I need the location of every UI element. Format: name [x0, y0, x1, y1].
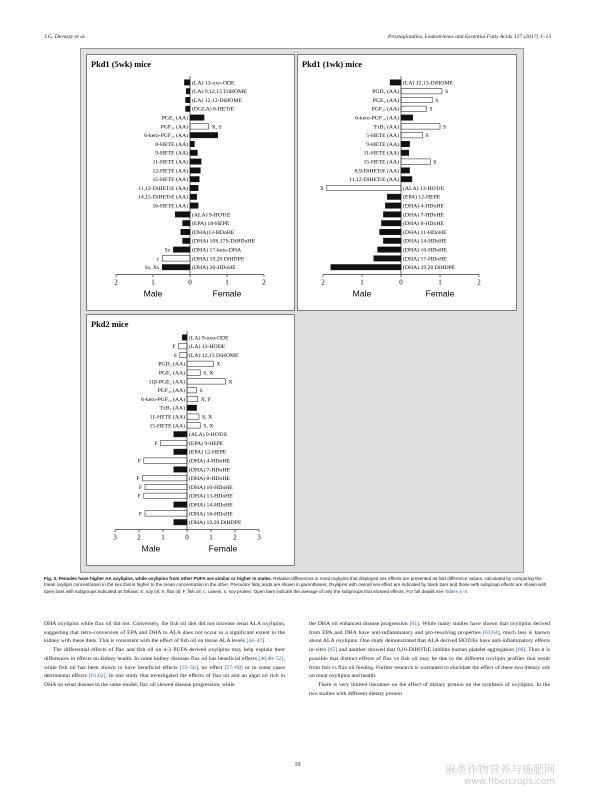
- significance-marker: F: [138, 511, 142, 518]
- bar-label: 15-HETE (AA): [149, 423, 185, 430]
- bar-label: (DHA) 14-HDoHE: [403, 238, 447, 245]
- significance-marker: S: [425, 133, 429, 140]
- citation-link[interactable]: [66]: [515, 647, 526, 654]
- bar-label: 6-keto-PGF₁ₐ (AA): [144, 133, 188, 140]
- bar-label: PGD₂ (AA): [372, 89, 399, 96]
- data-bar: [190, 194, 197, 199]
- data-bar: [401, 133, 422, 138]
- bar-label: (DHA) 19,20 DiHDPE: [403, 265, 456, 272]
- figure-caption: [44, 576, 551, 595]
- axis-label-male: Male: [352, 288, 372, 299]
- data-bar: [184, 80, 190, 85]
- citation-link[interactable]: [61,62]: [88, 673, 106, 680]
- citation-link[interactable]: [53–56]: [179, 664, 198, 671]
- significance-marker: F: [172, 344, 176, 351]
- data-bar: [401, 115, 413, 120]
- bar-label: 11-HETE (AA): [152, 159, 188, 166]
- tick-label: 1: [161, 533, 165, 542]
- bar-label: (LA) 12,13-DiHOME: [192, 97, 242, 104]
- tick-label: 3: [257, 533, 261, 542]
- significance-marker: X: [228, 379, 233, 386]
- data-bar: [186, 97, 190, 102]
- data-bar: [387, 194, 401, 199]
- axis-label-male: Male: [143, 288, 163, 299]
- data-bar: [182, 335, 187, 340]
- bar-label: (ALA) 13-HOTrE: [403, 185, 445, 192]
- significance-marker: S: [443, 124, 447, 131]
- paragraph: [44, 620, 285, 646]
- bar-label: 11-HETE (AA): [149, 414, 185, 421]
- bar-label: (DHA) 4-HDoHE: [403, 203, 444, 210]
- citation-link[interactable]: [61]: [409, 621, 420, 627]
- data-bar: [174, 520, 187, 525]
- data-bar: [190, 168, 200, 173]
- data-bar: [145, 511, 187, 516]
- bar-label: PGF₂ₐ (AA): [157, 388, 185, 395]
- data-bar: [173, 247, 190, 252]
- data-bar: [186, 89, 190, 94]
- data-bar: [174, 449, 187, 454]
- bar-label: (DHA) 17-HDoHE: [403, 256, 447, 263]
- bar-label: PGE₂ (AA): [158, 370, 185, 377]
- data-bar: [187, 388, 197, 393]
- bar-label: (LA) 13-oxo-ODE: [192, 80, 235, 87]
- paragraph-text: .: [264, 638, 266, 645]
- paragraph-text: , while fish oil has been shown to have beneficial effects: [44, 655, 285, 671]
- bar-label: 11,12-DiHETrE (AA): [349, 177, 399, 184]
- data-bar: [401, 124, 440, 129]
- paragraph-text: , no effect: [197, 664, 225, 671]
- watermark-line-1: 麻类作物营养与施肥网: [445, 763, 555, 776]
- bar-label: (EPA) 12-HEPE: [403, 194, 441, 201]
- bar-label: TxB₂ (AA): [373, 124, 399, 131]
- data-bar: [186, 106, 190, 111]
- significance-marker: S: [435, 97, 439, 104]
- significance-marker: F: [137, 458, 141, 465]
- significance-marker: X: [319, 185, 324, 192]
- paragraph: [44, 646, 285, 690]
- paragraph-text: There is very limited literature on the effect of dietary protein on the synthesis of oxylipins. In the two studies with different dietary protein: [309, 682, 550, 697]
- significance-marker: Sc: [164, 247, 171, 254]
- bar-label: (LA) 12,13-DiHOME: [403, 80, 453, 87]
- axis-label-female: Female: [212, 288, 242, 299]
- caption-table-link[interactable]: Tables 1–4: [444, 588, 467, 594]
- axis-label-male: Male: [141, 543, 161, 554]
- bar-label: PGF₂ₐ (AA): [160, 124, 188, 131]
- significance-marker: X, F: [200, 396, 211, 403]
- tick-label: 2: [233, 533, 237, 542]
- data-bar: [179, 344, 187, 349]
- paragraph-text: . While many studies have shown that oxylipins derived from EPA and DHA have anti-inflammatory and pro-resolving properties: [309, 621, 550, 636]
- data-bar: [390, 80, 401, 85]
- tick-label: 0: [185, 533, 189, 542]
- significance-marker: X, S: [211, 124, 222, 131]
- data-bar: [382, 221, 402, 226]
- data-bar: [383, 238, 401, 243]
- caption-label: Fig. 3.: [44, 576, 58, 581]
- paragraph-text: or in some cases detrimental effects: [44, 664, 285, 680]
- data-bar: [180, 352, 187, 357]
- caption-end: .: [466, 588, 469, 594]
- significance-marker: S: [433, 159, 437, 166]
- bar-label: (DHA) 19,20 DiHDPE: [192, 256, 245, 263]
- tick-label: 3: [113, 533, 117, 542]
- paragraph-text: the DHA oil enhanced disease progression: [309, 621, 410, 627]
- bar-label: 12-HETE (AA): [152, 168, 188, 175]
- tick-label: 2: [114, 278, 118, 287]
- data-bar: [190, 159, 201, 164]
- bar-label: 9-HETE (AA): [366, 141, 399, 148]
- text-column-right: [309, 620, 550, 698]
- data-bar: [187, 361, 213, 366]
- significance-marker: Ss, Xs: [144, 265, 160, 272]
- data-bar: [401, 141, 410, 146]
- tick-label: 1: [209, 533, 213, 542]
- data-bar: [190, 133, 218, 138]
- data-bar: [144, 493, 187, 498]
- paragraph-text: . In one study that investigated the effects of flax oil and an algal oil rich in DHA on renal disease in the same model, flax oil slowed disease progression, while: [44, 673, 285, 689]
- data-bar: [162, 265, 190, 270]
- page-number: 10: [294, 762, 301, 768]
- data-bar: [187, 405, 197, 410]
- bar-label: 11,12-DiHETrE (AA): [138, 185, 188, 192]
- chart-pkd1-1wk: [297, 54, 517, 311]
- bar-label: (DHA) 7-HDoHE: [189, 467, 230, 474]
- tick-label: 2: [321, 278, 325, 287]
- citation-link[interactable]: [44–47]: [246, 638, 265, 645]
- data-bar: [187, 396, 198, 401]
- data-bar: [190, 124, 209, 129]
- paragraph-text: and another showed that 9,16-DiHOTrE inhibits human platelet aggregation: [337, 647, 516, 654]
- data-bar: [161, 440, 187, 445]
- chart-pkd1-5wk: [86, 54, 295, 311]
- significance-marker: S, X: [203, 423, 214, 430]
- panel-title: Pkd1 (1wk) mice: [302, 60, 363, 69]
- paragraph: [309, 620, 550, 681]
- axis-label-female: Female: [208, 543, 238, 554]
- bar-label: 9-HETE (AA): [155, 150, 188, 157]
- significance-marker: S: [173, 352, 177, 359]
- bar-label: (ALA) 9-HOTrE: [192, 212, 231, 219]
- significance-marker: S: [429, 106, 433, 113]
- significance-marker: F: [136, 476, 140, 483]
- data-bar: [401, 159, 430, 164]
- bar-label: (DHA) 7-HDoHE: [403, 212, 444, 219]
- tick-label: 0: [399, 278, 403, 287]
- bar-label: (LA) 9-oxo-ODE: [189, 335, 229, 342]
- panel-title: Pkd2 mice: [91, 320, 129, 329]
- bar-label: PGD₂ (AA): [158, 361, 185, 368]
- data-bar: [401, 89, 442, 94]
- bar-label: 15-HETE (AA): [152, 177, 188, 184]
- paragraph-text: DHA oxylipins while flax oil did not. Conversely, the fish oil diet did not increase renal ALA oxylipins, suggesting that retro-conversion of EPA and DHA to ALA does not occur to a significant extent in the kidney with these diets. This is consistent with the effect of fish oil on tissue ALA levels: [44, 621, 285, 645]
- bar-label: PGF₂ₐ (AA): [371, 106, 399, 113]
- data-bar: [174, 432, 187, 437]
- data-bar: [187, 370, 200, 375]
- bar-label: (EPA) 18-HEPE: [192, 221, 230, 228]
- bar-label: (DHA) 19,20 DiHDPE: [189, 520, 242, 527]
- significance-marker: S: [199, 388, 203, 395]
- paragraph: [309, 681, 550, 698]
- paragraph-text: The differential effects of flax and fish oil on n-3 PUFA derived oxylipins may help explain their differences in effects on kidney health. In some kidney diseases flax oil has beneficial effects: [44, 647, 285, 662]
- data-bar: [174, 467, 187, 472]
- bar-label: (ALA) 9-HOTrE: [189, 432, 228, 439]
- bar-label: (DHA) 16-HDoHE: [189, 511, 233, 518]
- data-bar: [183, 238, 190, 243]
- data-bar: [190, 115, 204, 120]
- data-bar: [175, 212, 190, 217]
- bar-label: 8-HETE (AA): [155, 141, 188, 148]
- data-bar: [190, 177, 199, 182]
- bar-label: (DHA)13-HDoHE: [192, 229, 235, 236]
- data-bar: [190, 185, 198, 190]
- data-bar: [380, 229, 401, 234]
- bar-label: 11β-PGE₂ (AA): [148, 379, 185, 386]
- bar-label: (DHA) 8-HDoHE: [189, 476, 230, 483]
- bar-label: PGE₂ (AA): [372, 97, 399, 104]
- bar-label: (DHA) 10S,17S-DiHDoHE: [192, 238, 255, 245]
- watermark: [445, 763, 555, 788]
- data-bar: [187, 379, 225, 384]
- data-bar: [374, 256, 401, 261]
- bar-label: (DHA) 13-HDoHE: [189, 493, 233, 500]
- data-bar: [190, 150, 197, 155]
- bar-label: 15-HETE (AA): [363, 159, 399, 166]
- caption-body: Relative differences in renal oxylipins that displayed sex effects are presented as fold difference values, calculated by comparing the mean oxylipin concentration in the sex that is higher to the mean concentration in the other. Precursor fatty acids are shown in parentheses. Oxylipins with overall sex effect are indicated by black bars and those with subgroup effects are shown with open bars with subgroups indicated as follows: S, soy oil; X, flax oil; F, fish oil; c, casein; s, soy protein. Open bars indicate the average of only the subgroups that showed effects. For full details see: [44, 576, 547, 594]
- watermark-line-2: www.fibercrops.com: [464, 776, 555, 787]
- bar-label: (LA) 9,12,13 TriHOME: [192, 89, 247, 96]
- bar-label: (EPA) 12-HEPE: [189, 449, 227, 456]
- citation-link[interactable]: [40,48–52]: [258, 655, 284, 662]
- bar-label: 6-keto-PGF₁ₐ (AA): [141, 396, 185, 403]
- data-bar: [145, 484, 187, 489]
- bar-label: (DHA) 10-HDoHE: [189, 484, 233, 491]
- data-bar: [401, 97, 432, 102]
- data-bar: [174, 502, 187, 507]
- significance-marker: S, X: [202, 414, 213, 421]
- bar-label: TxB₂ (AA): [159, 405, 185, 412]
- running-header-journal: Prostaglandins, Leukotrienes and Essential Fatty Acids 127 (2017) 1–13: [388, 34, 551, 40]
- bar-label: (DHA) 14-HDoHE: [189, 502, 233, 509]
- paragraph-text: , much less is known about ALA oxylipins. One study demonstrated that ALA derived HOTrEs have anti-inflammatory effects in-vitro: [309, 629, 550, 654]
- citation-link[interactable]: [65]: [327, 647, 338, 654]
- paragraph-text: . Thus it is possible that distinct effects of flax vs fish oil may be due to the different oxylipin profiles that result from fish vs flax oil feeding. Further research is warranted to elucidate the effect of these two dietary oils on renal oxylipins and health.: [309, 647, 550, 680]
- caption-title: Females have higher AA oxylipins, while oxylipins from other PUFA are similar or higher in males.: [58, 576, 272, 581]
- bar-label: (DHA) 20-HDoHE: [192, 265, 236, 272]
- data-bar: [331, 265, 401, 270]
- significance-marker: F: [137, 493, 141, 500]
- bar-label: 16-HETE (AA): [152, 203, 188, 210]
- citation-link[interactable]: [57–60]: [224, 664, 243, 671]
- chart-pkd2: [86, 314, 295, 566]
- bar-label: (DHA) 4-HDoHE: [189, 458, 230, 465]
- data-bar: [383, 212, 401, 217]
- data-bar: [187, 423, 200, 428]
- panel-title: Pkd1 (5wk) mice: [91, 60, 152, 69]
- significance-marker: X: [216, 361, 221, 368]
- citation-link[interactable]: [63,64]: [483, 629, 500, 636]
- bar-label: 8,9-DiHETrE (AA): [354, 168, 399, 175]
- bar-label: (LA) 13-HODE: [189, 344, 226, 351]
- tick-label: 1: [151, 278, 155, 287]
- bar-label: 6-keto-PGF₁ₐ (AA): [355, 115, 399, 122]
- bar-label: (LA) 12,13 DiHOME: [189, 352, 239, 359]
- data-bar: [401, 168, 410, 173]
- running-header-authors: J.G. Devassy et al.: [44, 34, 86, 40]
- significance-marker: F: [154, 440, 158, 447]
- tick-label: 0: [188, 278, 192, 287]
- bar-label: (EPA) 9-HEPE: [189, 440, 224, 447]
- tick-label: 2: [477, 278, 481, 287]
- data-bar: [190, 141, 194, 146]
- bar-label: (DHA) 17-keto-DHA: [192, 247, 242, 254]
- data-bar: [144, 458, 187, 463]
- tick-label: 1: [438, 278, 442, 287]
- bar-label: (DHA) 11-HDoHE: [403, 229, 447, 236]
- data-bar: [327, 185, 401, 190]
- data-bar: [401, 177, 412, 182]
- tick-label: 2: [262, 278, 266, 287]
- bar-label: (DGLA) 8-HETrE: [192, 106, 234, 113]
- bar-label: (DHA) 16-HDoHE: [403, 247, 447, 254]
- bar-label: (DHA) 8-HDoHE: [403, 221, 444, 228]
- data-bar: [143, 476, 187, 481]
- data-bar: [190, 203, 198, 208]
- text-column-left: [44, 620, 285, 690]
- axis-label-female: Female: [425, 288, 455, 299]
- tick-label: 2: [137, 533, 141, 542]
- tick-label: 1: [360, 278, 364, 287]
- data-bar: [378, 247, 401, 252]
- significance-marker: S, X: [203, 370, 214, 377]
- data-bar: [183, 221, 190, 226]
- bar-label: 5-HETE (AA): [366, 133, 399, 140]
- bar-label: PGE₂ (AA): [161, 115, 188, 122]
- data-bar: [181, 229, 190, 234]
- data-bar: [401, 106, 426, 111]
- significance-marker: F: [138, 484, 142, 491]
- data-bar: [187, 414, 199, 419]
- tick-label: 1: [225, 278, 229, 287]
- bar-label: 11-HETE (AA): [363, 150, 399, 157]
- data-bar: [401, 150, 409, 155]
- bar-label: 14,15-DiHETrE (AA): [137, 194, 188, 201]
- data-bar: [385, 203, 401, 208]
- significance-marker: S: [444, 89, 449, 96]
- significance-marker: c: [156, 256, 160, 263]
- data-bar: [162, 256, 190, 261]
